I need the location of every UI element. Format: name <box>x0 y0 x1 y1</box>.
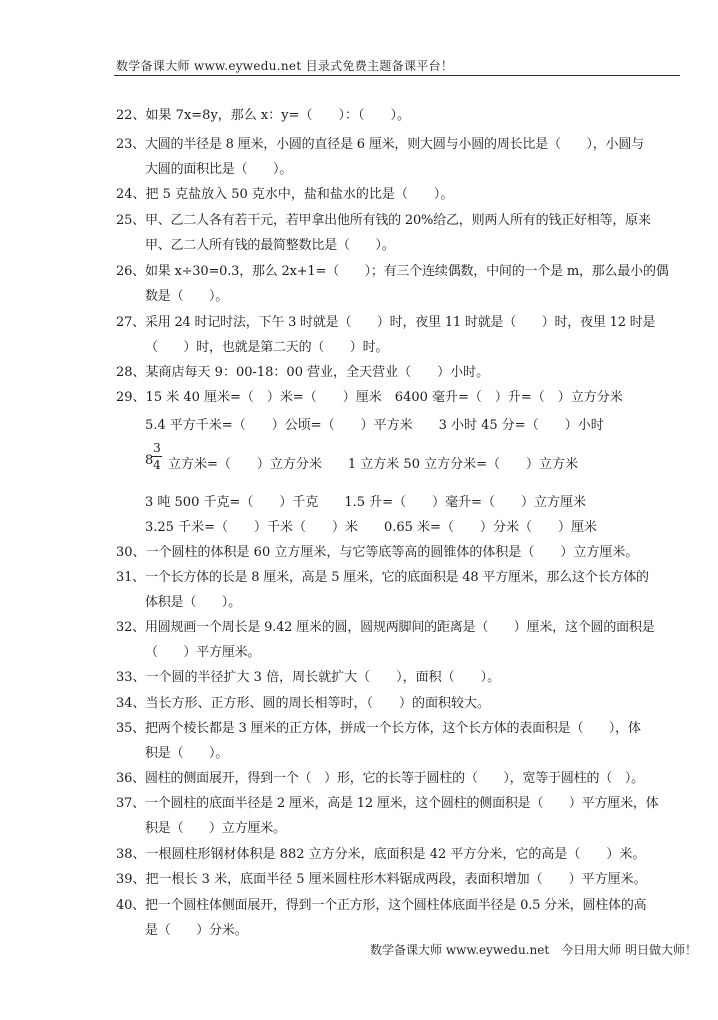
question-24 <box>116 182 684 207</box>
question-line: 甲、乙二人所有钱的最简整数比是（ ）。 <box>145 238 395 253</box>
question-25 <box>116 208 684 258</box>
question-line: 37、一个圆柱的底面半径是 2 厘米，高是 12 厘米，这个圆柱的侧面积是（ ）平方厘米，体 <box>116 796 659 811</box>
question-line: 23、大圆的半径是 8 厘米，小圆的直径是 6 厘米，则大圆与小圆的周长比是（ ），小圆与 <box>116 137 644 152</box>
question-23 <box>116 132 684 182</box>
question-line: 38、一根圆柱形钢材体积是 882 立方分米，底面积是 42 平方分米，它的高是（ ）米。 <box>116 847 646 862</box>
question-line: 33、一个圆的半径扩大 3 倍，周长就扩大（ ），面积（ ）。 <box>116 670 501 685</box>
question-27 <box>116 310 684 360</box>
q29-sub-line-2: 立方米=（ ）立方分米 1 立方米 50 立方分米=（ ）立方米 <box>168 457 578 472</box>
question-line: 体积是（ ）。 <box>145 595 241 610</box>
header-divider <box>114 75 680 76</box>
question-28 <box>116 360 684 385</box>
question-line: （ ）时，也就是第二天的（ ）时。 <box>145 340 389 355</box>
question-line: 31、一个长方体的长是 8 厘米，高是 5 厘米，它的底面积是 48 平方厘米，那么这个长方体的 <box>116 570 649 585</box>
question-line: 22、如果 7x=8y，那么 x：y=（ ）：（ ）。 <box>116 108 410 123</box>
question-40 <box>116 893 684 943</box>
question-39 <box>116 867 684 892</box>
q29-sub-line-3: 3 吨 500 千克=（ ）千克 1.5 升=（ ）毫升=（ ）立方厘米 <box>145 495 586 510</box>
question-line: 大圆的面积比是（ ）。 <box>145 162 293 177</box>
question-22 <box>116 103 684 128</box>
question-line: 积是（ ）立方厘米。 <box>145 821 286 836</box>
question-line: 积是（ ）。 <box>145 746 229 761</box>
q29-fraction-whole: 8 <box>145 453 154 468</box>
question-29 <box>116 385 684 410</box>
question-line: （ ）平方厘米。 <box>145 645 261 660</box>
page-footer: 数学备课大师 www.eywedu.net 今日用大师 明日做大师！ <box>370 943 697 957</box>
fraction-numerator: 3 <box>153 441 161 455</box>
question-line: 39、把一根长 3 米，底面半径 5 厘米圆柱形木料锯成两段，表面积增加（ ）平方厘米。 <box>116 872 647 887</box>
question-line: 是（ ）分米。 <box>145 923 248 938</box>
question-line: 27、采用 24 时记时法，下午 3 时就是（ ）时，夜里 11 时就是（ ）时，夜里 12 时是 <box>116 315 656 330</box>
question-35 <box>116 716 684 766</box>
question-32 <box>116 615 684 665</box>
question-line: 26、如果 x÷30=0.3，那么 2x+1=（ ）；有三个连续偶数，中间的一个是 m，那么最小的偶 <box>116 264 669 279</box>
question-line: 40、把一个圆柱体侧面展开，得到一个正方形，这个圆柱体底面半径是 0.5 分米，圆柱体的高 <box>116 898 647 913</box>
question-line: 32、用圆规画一个周长是 9.42 厘米的圆，圆规两脚间的距离是（ ）厘米，这个圆的面积是 <box>116 620 655 635</box>
q29-sub-line-4: 3.25 千米=（ ）千米（ ）米 0.65 米=（ ）分米（ ）厘米 <box>145 520 597 535</box>
question-36 <box>116 766 684 791</box>
question-26 <box>116 259 684 309</box>
question-33 <box>116 665 684 690</box>
question-line: 29、15 米 40 厘米=（ ）米=（ ）厘米 6400 毫升=（ ）升=（ ）立方分米 <box>116 390 623 405</box>
q29-sub-line-1: 5.4 平方千米=（ ）公顷=（ ）平方米 3 小时 45 分=（ ）小时 <box>145 418 604 433</box>
question-line: 数是（ ）。 <box>145 289 229 304</box>
question-31 <box>116 565 684 615</box>
question-line: 35、把两个棱长都是 3 厘米的正方体，拼成一个长方体，这个长方体的表面积是（ ），体 <box>116 721 641 736</box>
question-line: 28、某商店每天 9：00-18：00 营业，全天营业（ ）小时。 <box>116 365 490 380</box>
question-line: 36、圆柱的侧面展开，得到一个（ ）形，它的长等于圆柱的（ ），宽等于圆柱的（ ）。 <box>116 771 644 786</box>
fraction-denominator: 4 <box>153 458 161 472</box>
question-30 <box>116 540 684 565</box>
question-line: 30、一个圆柱的体积是 60 立方厘米，与它等底等高的圆锥体的体积是（ ）立方厘米。 <box>116 545 639 560</box>
question-37 <box>116 791 684 841</box>
question-34 <box>116 691 684 716</box>
question-line: 34、当长方形、正方形、圆的周长相等时，（ ）的面积较大。 <box>116 696 491 711</box>
q29-fraction <box>152 440 162 473</box>
question-line: 25、甲、乙二人各有若干元，若甲拿出他所有钱的 20%给乙，则两人所有的钱正好相等，原来 <box>116 213 651 228</box>
question-line: 24、把 5 克盐放入 50 克水中，盐和盐水的比是（ ）。 <box>116 187 454 202</box>
page-header: 数学备课大师 www.eywedu.net 目录式免费主题备课平台！ <box>116 59 454 73</box>
question-38 <box>116 842 684 867</box>
